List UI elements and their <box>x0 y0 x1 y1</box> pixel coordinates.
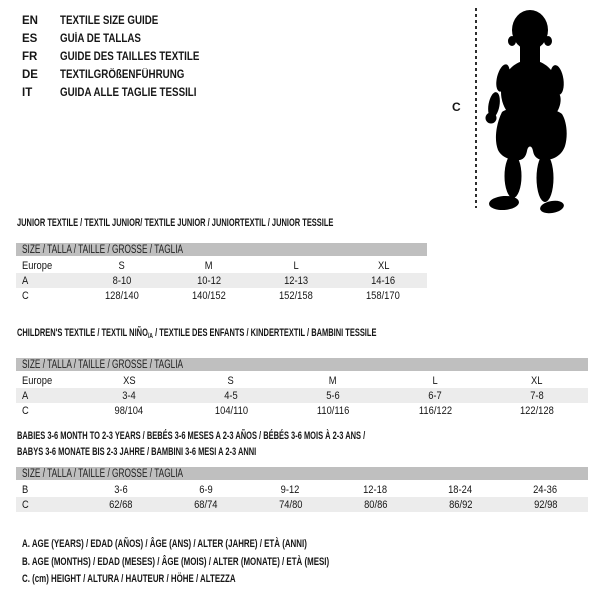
table-row-height <box>16 403 588 418</box>
table-row-europe <box>16 372 588 388</box>
age-cell: 7-8 <box>530 389 544 402</box>
age-cell: 12-13 <box>284 274 309 287</box>
size-header-label: SIZE / TALLA / TAILLE / GRÖSSE / TAGLIA <box>22 243 184 256</box>
table-row-age <box>16 273 427 288</box>
language-code: DE <box>22 69 38 81</box>
language-code: IT <box>22 87 33 99</box>
size-header-row <box>16 243 427 257</box>
footnote-c-text: C. (cm) HEIGHT / ALTURA / HAUTEUR / HÖHE / ALTEZZA <box>22 573 236 585</box>
measure-label-c: C <box>452 100 461 114</box>
row-label: Europe <box>22 374 53 387</box>
height-cell: 140/152 <box>191 289 226 302</box>
language-title: GUIDE DES TAILLES TEXTILE <box>60 51 200 63</box>
footnote-b <box>22 556 449 568</box>
height-cell: 74/80 <box>278 498 303 511</box>
size-cell: L <box>432 374 438 387</box>
baby-silhouette-icon <box>482 8 574 214</box>
age-cell: 6-7 <box>428 389 442 402</box>
height-cell: 80/86 <box>363 498 388 511</box>
age-cell: 5-6 <box>326 389 340 402</box>
size-cell: S <box>227 374 235 387</box>
section-title-children-sub: /A <box>147 331 153 340</box>
height-cell: 152/158 <box>279 289 314 302</box>
size-header-label: SIZE / TALLA / TAILLE / GRÖSSE / TAGLIA <box>22 358 184 371</box>
height-measure-line <box>475 8 477 208</box>
language-code: FR <box>22 51 38 63</box>
section-title-junior <box>17 215 482 231</box>
age-cell: 4-5 <box>224 389 238 402</box>
row-label: Europe <box>22 259 53 272</box>
table-row-height <box>16 497 588 512</box>
size-cell: M <box>204 259 213 272</box>
height-cell: 128/140 <box>104 289 139 302</box>
age-cell: 12-18 <box>363 483 388 496</box>
language-row <box>22 66 224 84</box>
size-table-junior <box>16 243 427 303</box>
footnote-a <box>22 538 418 550</box>
language-code: EN <box>22 15 38 27</box>
size-cell: XS <box>122 374 136 387</box>
section-title-junior-text: JUNIOR TEXTILE / TEXTIL JUNIOR/ TEXTILE JUNIOR / JUNIORTEXTIL / JUNIOR TESSILE <box>17 217 334 229</box>
language-row <box>22 84 224 102</box>
language-title: GUIDA ALLE TAGLIE TESSILI <box>60 87 197 99</box>
language-title: TEXTILE SIZE GUIDE <box>60 15 159 27</box>
size-header-row <box>16 358 588 372</box>
language-row <box>22 12 224 30</box>
section-title-babies-line1: BABIES 3-6 MONTH TO 2-3 YEARS / BEBÉS 3-6 MESES A 2-3 AÑOS / BÉBÉS 3-6 MOIS À 2-3 ANS / <box>17 430 366 442</box>
language-code: ES <box>22 33 38 45</box>
age-cell: 24-36 <box>533 483 558 496</box>
table-row-age <box>16 388 588 403</box>
table-row-height <box>16 288 427 303</box>
size-header-label: SIZE / TALLA / TAILLE / GRÖSSE / TAGLIA <box>22 467 184 480</box>
language-row <box>22 48 224 66</box>
age-cell: 9-12 <box>281 483 300 496</box>
language-title: TEXTILGRÖßENFÜHRUNG <box>60 69 185 81</box>
row-label: C <box>22 289 29 302</box>
language-row <box>22 30 224 48</box>
row-label: C <box>22 498 29 511</box>
section-title-children-pre: CHILDREN'S TEXTILE / TEXTIL NIÑO <box>17 327 148 339</box>
section-title-children-post: / TEXTILE DES ENFANTS / KINDERTEXTIL / BAMBINI TESSILE <box>152 327 377 339</box>
footnote-a-text: A. AGE (YEARS) / EDAD (AÑOS) / ÂGE (ANS) / ALTER (JAHRE) / ETÀ (ANNI) <box>22 538 307 550</box>
height-cell: 62/68 <box>108 498 133 511</box>
height-cell: 110/116 <box>316 404 350 417</box>
age-cell: 14-16 <box>371 274 396 287</box>
section-title-babies-line2: BABYS 3-6 MONATE BIS 2-3 JAHRE / BAMBINI 3-6 MESI A 2-3 ANNI <box>17 446 257 458</box>
row-label: A <box>22 389 29 402</box>
height-cell: 158/170 <box>366 289 401 302</box>
size-header-row <box>16 467 588 481</box>
height-cell: 68/74 <box>193 498 218 511</box>
height-cell: 92/98 <box>533 498 558 511</box>
size-cell: S <box>118 259 125 272</box>
age-cell: 3-4 <box>122 389 136 402</box>
language-title: GUÍA DE TALLAS <box>60 33 141 45</box>
row-label: B <box>22 483 29 496</box>
row-label: C <box>22 404 29 417</box>
height-cell: 98/104 <box>114 404 144 417</box>
age-cell: 8-10 <box>112 274 131 287</box>
height-cell: 86/92 <box>448 498 473 511</box>
row-label: A <box>22 274 29 287</box>
age-cell: 6-9 <box>198 483 213 496</box>
section-title-children <box>17 325 546 342</box>
size-cell: XL <box>531 374 543 387</box>
height-cell: 104/110 <box>214 404 248 417</box>
footnote-b-text: B. AGE (MONTHS) / EDAD (MESES) / ÂGE (MOIS) / ALTER (MONATE) / ETÀ (MESI) <box>22 556 330 568</box>
size-cell: XL <box>377 259 390 272</box>
size-cell: M <box>329 374 337 387</box>
age-cell: 3-6 <box>113 483 128 496</box>
size-table-children <box>16 358 588 418</box>
height-cell: 116/122 <box>418 404 452 417</box>
size-cell: L <box>293 259 299 272</box>
footnote-c <box>22 573 319 585</box>
size-table-babies <box>16 467 588 512</box>
height-cell: 122/128 <box>520 404 554 417</box>
section-title-babies <box>17 428 529 460</box>
table-row-age-months <box>16 481 588 497</box>
table-row-europe <box>16 257 427 273</box>
age-cell: 10-12 <box>196 274 221 287</box>
age-cell: 18-24 <box>448 483 473 496</box>
language-list <box>22 12 224 102</box>
